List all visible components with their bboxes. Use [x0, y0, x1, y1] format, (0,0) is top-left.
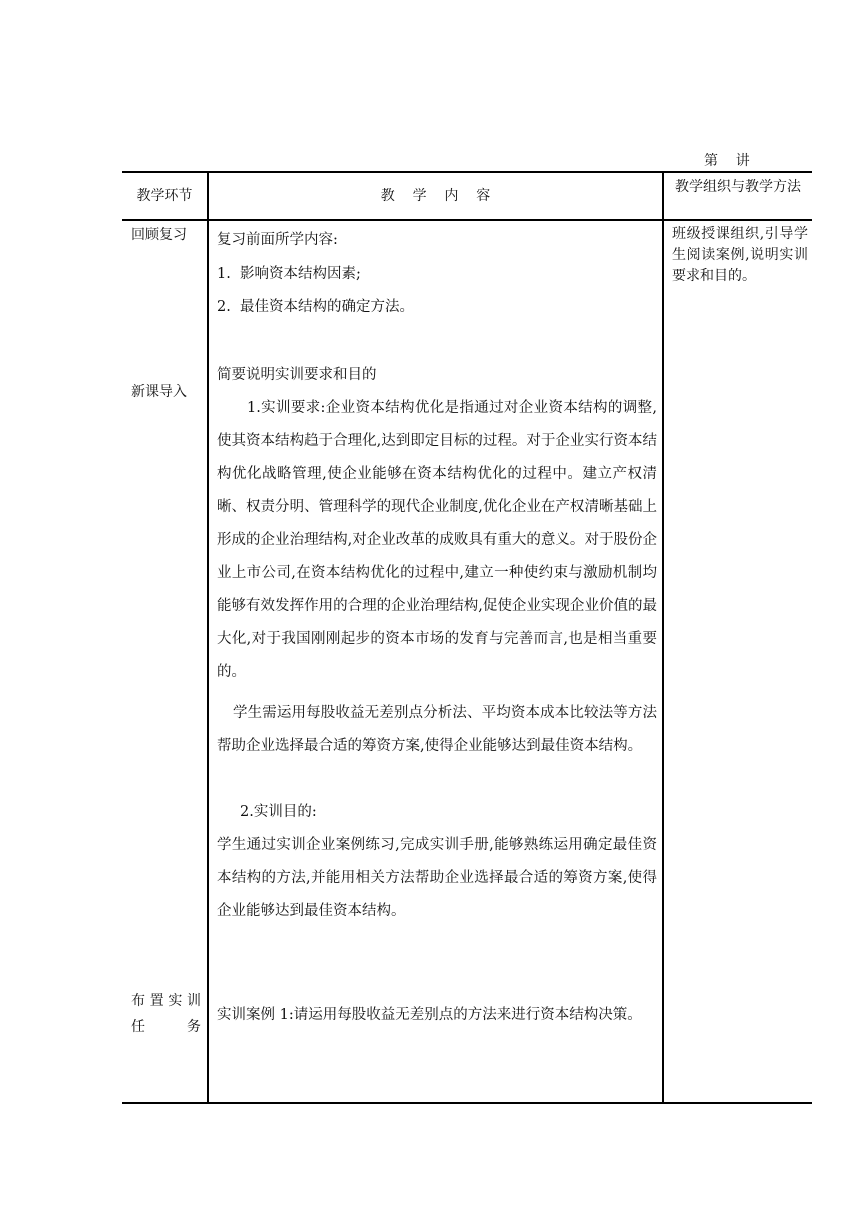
intro-title: 简要说明实训要求和目的: [217, 367, 377, 383]
student-paragraph: 学生需运用每股收益无差别点分析法、平均资本成本比较法等方法帮助企业选择最合适的筹资方案,使得企业能够达到最佳资本结构。: [217, 705, 657, 754]
column-divider-left: [207, 171, 209, 1104]
section-task: 布 置 实 训 任务: [131, 993, 201, 1035]
purpose-paragraph: 学生通过实训企业案例练习,完成实训手册,能够熟练运用确定最佳资本结构的方法,并能用相关方法帮助企业选择最合适的筹资方案,使得企业能够达到最佳资本结构。: [217, 837, 657, 919]
review-title: 复习前面所学内容:: [217, 232, 338, 248]
section-review: 回顾复习: [131, 227, 187, 243]
requirement-paragraph: 1.实训要求:企业资本结构优化是指通过对企业资本结构的调整,使其资本结构趋于合理化,达到即定目标的过程。对于企业实行资本结构优化战略管理,使企业能够在资本结构优化的过程中。建立产权清晰、权责分明、管理科学的现代企业制度,优化企业在产权清晰基础上形成的企业治理结构,对企业改革的成败具有重大的意义。对于股份企业上市公司,在资本结构优化的过程中,建立一种使约束与激励机制均能够有效发挥作用的合理的企业治理结构,促使企业实现企业价值的最大化,对于我国刚刚起步的资本市场的发育与完善而言,也是相当重要的。: [217, 400, 657, 680]
table-top-border: [122, 171, 812, 173]
method-note: 班级授课组织,引导学生阅读案例,说明实训要求和目的。: [672, 226, 808, 284]
review-item-1: 1. 影响资本结构因素;: [217, 266, 361, 282]
section-intro: 新课导入: [131, 384, 187, 400]
header-content: 教 学 内 容: [380, 188, 491, 204]
table-bottom-border: [122, 1102, 812, 1104]
review-item-2: 2. 最佳资本结构的确定方法。: [217, 299, 415, 315]
purpose-title: 2.实训目的:: [240, 804, 317, 820]
column-divider-right: [662, 171, 664, 1104]
header-bottom-border: [122, 219, 812, 221]
header-stage: 教学环节: [136, 188, 193, 204]
lecture-label: 第 讲: [704, 153, 750, 169]
header-method: 教学组织与教学方法: [675, 179, 801, 195]
case-1: 实训案例 1:请运用每股收益无差别点的方法来进行资本结构决策。: [217, 1007, 642, 1023]
